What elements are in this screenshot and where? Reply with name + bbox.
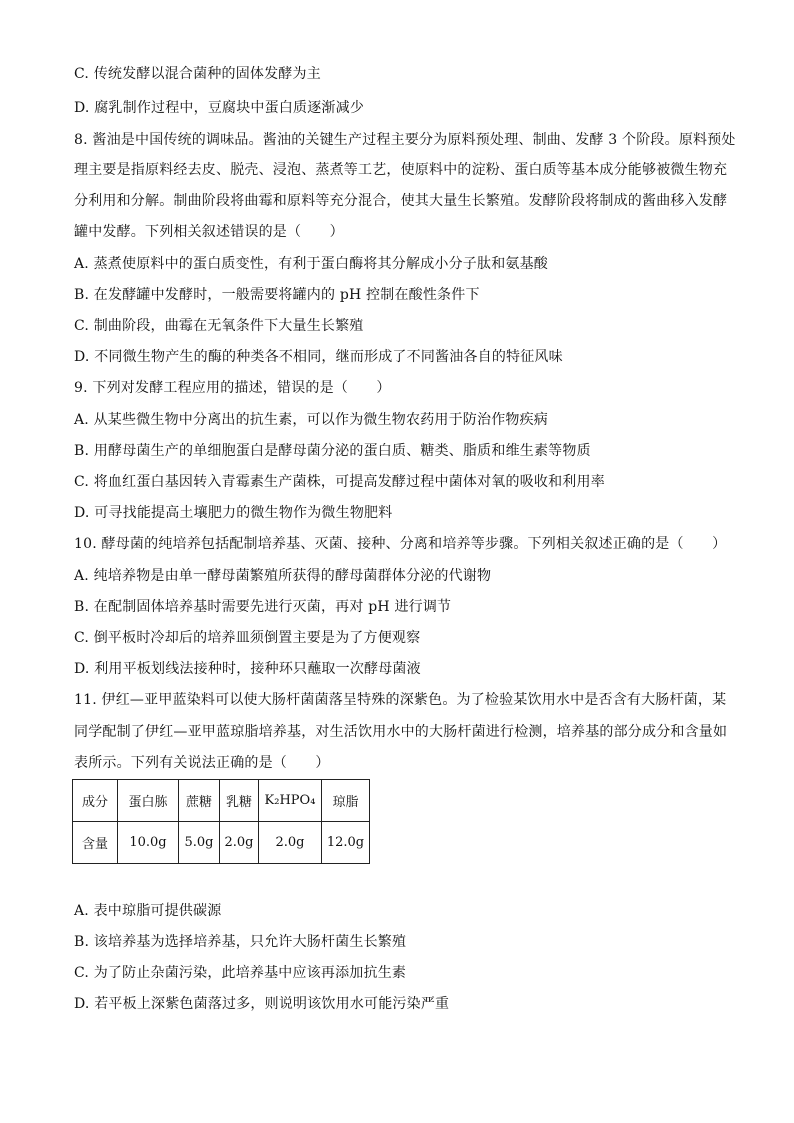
question-8-text: 分利用和分解。制曲阶段将曲霉和原料等充分混合，使其大量生长繁殖。发酵阶段将制成的酱曲移入发酵 (74, 193, 728, 209)
table-row (73, 780, 370, 822)
table-cell: 蔗糖 (179, 780, 220, 822)
question-8-text: 理主要是指原料经去皮、脱壳、浸泡、蒸煮等工艺，使原料中的淀粉、蛋白质等基本成分能够被微生物充 (74, 162, 728, 178)
option-line: A. 蒸煮使原料中的蛋白质变性，有利于蛋白酶将其分解成小分子肽和氨基酸 (74, 256, 549, 272)
option-line: C. 将血红蛋白基因转入青霉素生产菌株，可提高发酵过程中菌体对氧的吸收和利用率 (74, 474, 605, 490)
table-cell: 成分 (73, 780, 118, 822)
option-line: D. 腐乳制作过程中，豆腐块中蛋白质逐渐减少 (74, 100, 365, 116)
option-line: B. 在配制固体培养基时需要先进行灭菌，再对 pH 进行调节 (74, 599, 452, 615)
option-line: D. 可寻找能提高土壤肥力的微生物作为微生物肥料 (74, 505, 393, 521)
ingredient-table (72, 779, 370, 864)
table-cell: 10.0g (118, 822, 179, 864)
table-cell: 琼脂 (322, 780, 370, 822)
option-line: D. 利用平板划线法接种时，接种环只蘸取一次酵母菌液 (74, 661, 421, 677)
table-cell: 12.0g (322, 822, 370, 864)
table-cell: 蛋白胨 (118, 780, 179, 822)
option-line: D. 不同微生物产生的酶的种类各不相同，继而形成了不同酱油各自的特征风味 (74, 349, 563, 365)
question-9-text: 9. 下列对发酵工程应用的描述，错误的是（ ） (74, 380, 391, 396)
option-line: C. 倒平板时冷却后的培养皿须倒置主要是为了方便观察 (74, 630, 421, 646)
table-cell: 含量 (73, 822, 118, 864)
option-line: B. 用酵母菌生产的单细胞蛋白是酵母菌分泌的蛋白质、糖类、脂质和维生素等物质 (74, 443, 591, 459)
option-line: A. 表中琼脂可提供碳源 (74, 903, 222, 919)
question-11-text: 11. 伊红—亚甲蓝染料可以使大肠杆菌菌落呈特殊的深紫色。为了检验某饮用水中是否含有大肠杆菌，某 (74, 692, 727, 708)
question-8-text: 罐中发酵。下列相关叙述错误的是（ ） (74, 224, 344, 240)
option-line: B. 该培养基为选择培养基，只允许大肠杆菌生长繁殖 (74, 934, 407, 950)
option-line: C. 为了防止杂菌污染，此培养基中应该再添加抗生素 (74, 965, 407, 981)
table-cell: 2.0g (220, 822, 259, 864)
question-11-text: 同学配制了伊红—亚甲蓝琼脂培养基，对生活饮用水中的大肠杆菌进行检测，培养基的部分成分和含量如 (74, 724, 728, 740)
question-11-text: 表所示。下列有关说法正确的是（ ） (74, 755, 330, 771)
table-cell: 5.0g (179, 822, 220, 864)
table-row (73, 822, 370, 864)
option-line: A. 纯培养物是由单一酵母菌繁殖所获得的酵母菌群体分泌的代谢物 (74, 568, 492, 584)
option-line: B. 在发酵罐中发酵时，一般需要将罐内的 pH 控制在酸性条件下 (74, 287, 480, 303)
question-8-text: 8. 酱油是中国传统的调味品。酱油的关键生产过程主要分为原料预处理、制曲、发酵 3 个阶段。原料预处 (74, 132, 736, 148)
option-line: A. 从某些微生物中分离出的抗生素，可以作为微生物农药用于防治作物疾病 (74, 412, 549, 428)
option-line: D. 若平板上深紫色菌落过多，则说明该饮用水可能污染严重 (74, 996, 450, 1012)
question-10-text: 10. 酵母菌的纯培养包括配制培养基、灭菌、接种、分离和培养等步骤。下列相关叙述正确的是（ ） (74, 536, 727, 552)
option-line: C. 传统发酵以混合菌种的固体发酵为主 (74, 66, 321, 82)
option-line: C. 制曲阶段，曲霉在无氧条件下大量生长繁殖 (74, 318, 364, 334)
table-cell: K₂HPO₄ (259, 780, 322, 822)
table-cell: 乳糖 (220, 780, 259, 822)
table-cell: 2.0g (259, 822, 322, 864)
